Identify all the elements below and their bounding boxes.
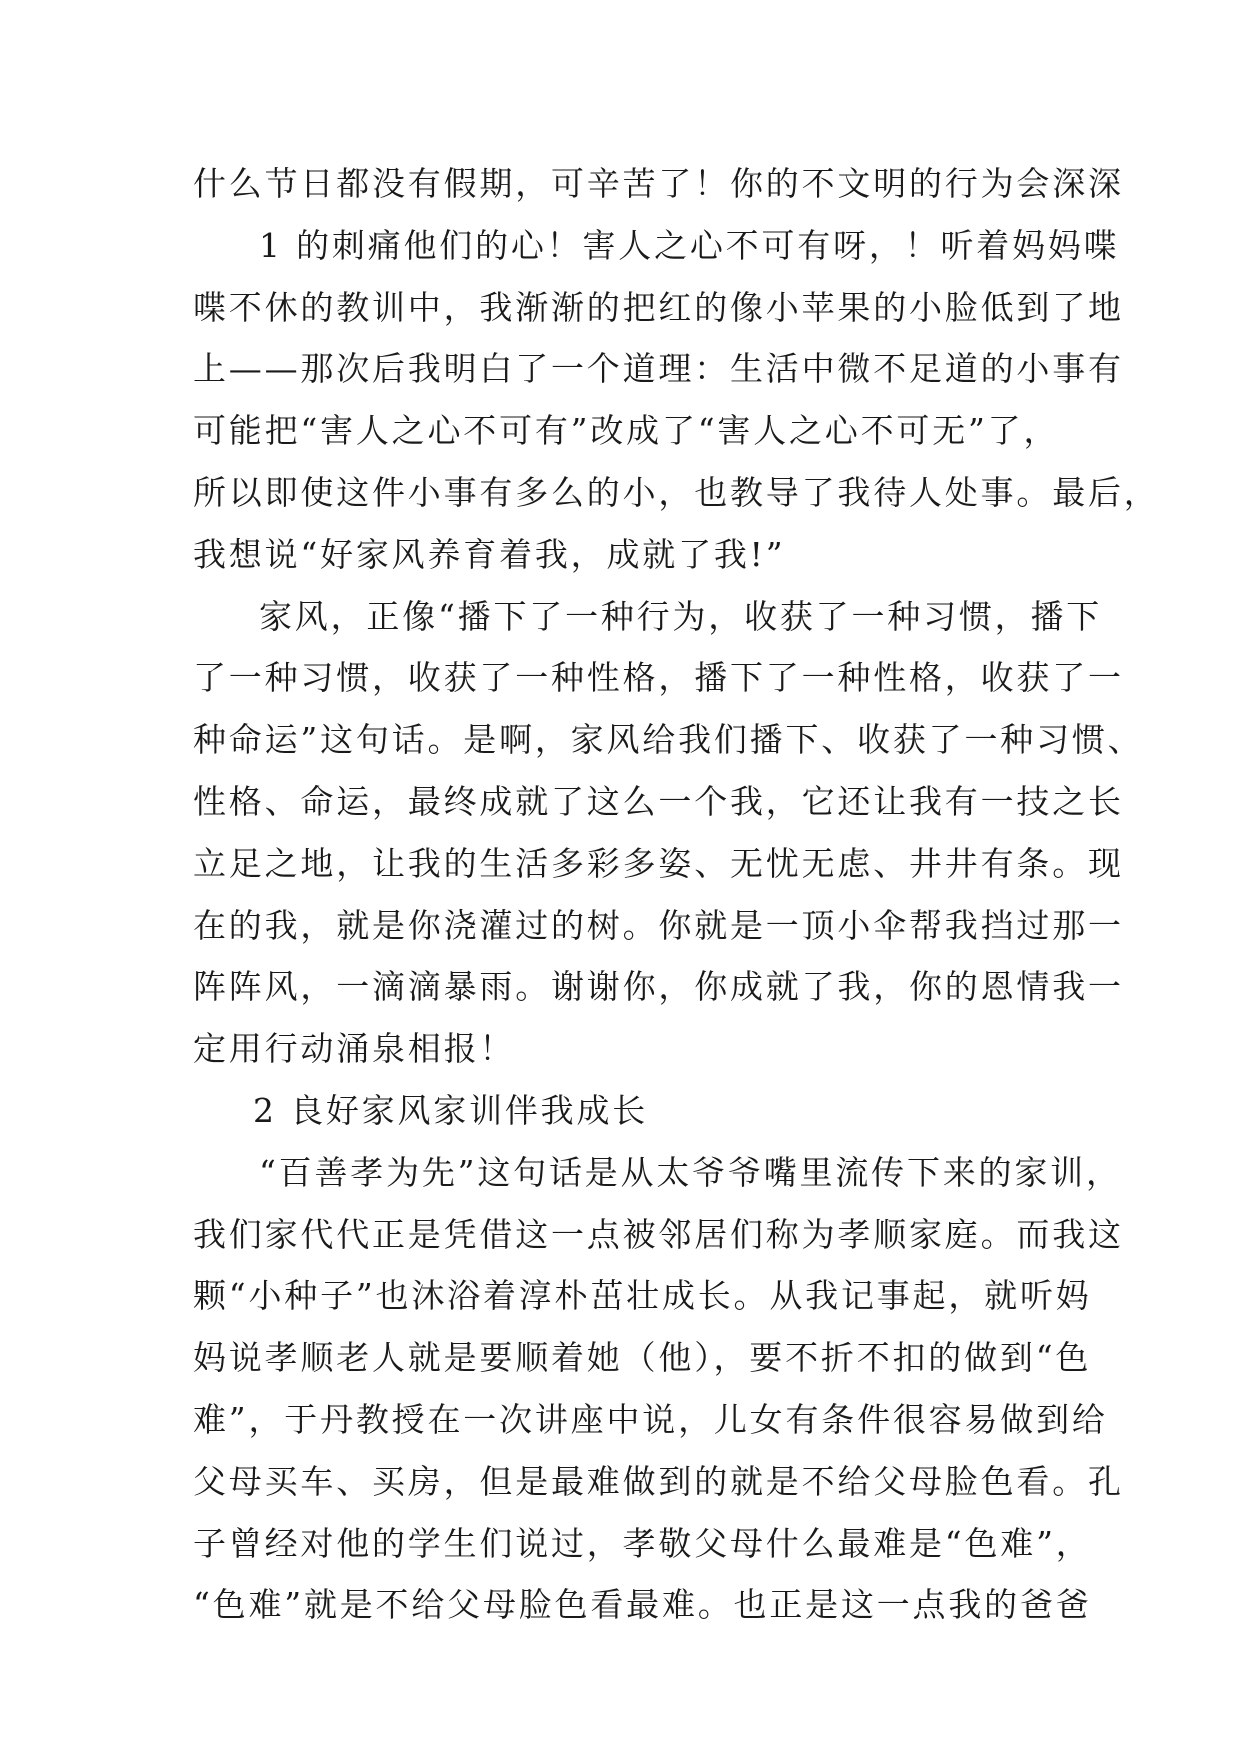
text-line: 立足之地，让我的生活多彩多姿、无忧无虑、井井有条。现 [193, 843, 1124, 883]
text-line: 我们家代代正是凭借这一点被邻居们称为孝顺家庭。而我这 [193, 1214, 1124, 1254]
text-line: 家风，正像“播下了一种行为，收获了一种习惯，播下 [259, 596, 1103, 636]
body-text [193, 153, 1160, 1636]
text-line: 我想说“好家风养育着我，成就了我!” [193, 534, 786, 574]
text-line: 难”，于丹教授在一次讲座中说，儿女有条件很容易做到给 [193, 1399, 1108, 1439]
text-line: “百善孝为先”这句话是从太爷爷嘴里流传下来的家训， [259, 1152, 1122, 1192]
text-line: 上——那次后我明白了一个道理：生活中微不足道的小事有 [193, 349, 1124, 389]
text-line: 性格、命运，最终成就了这么一个我，它还让我有一技之长 [193, 781, 1124, 821]
text-line: 颗“小种子”也沐浴着淳朴茁壮成长。从我记事起，就听妈 [193, 1276, 1092, 1316]
text-line: 所以即使这件小事有多么的小，也教导了我待人处事。最后， [193, 472, 1160, 512]
text-line: 1 的刺痛他们的心！害人之心不可有呀，！听着妈妈喋 [259, 225, 1120, 265]
text-line: 妈说孝顺老人就是要顺着她（他），要不折不扣的做到“色 [193, 1338, 1092, 1378]
section-heading: 2 良好家风家训伴我成长 [253, 1090, 649, 1130]
text-line: 子曾经对他的学生们说过，孝敬父母什么最难是“色难”， [193, 1523, 1092, 1563]
text-line: 喋不休的教训中，我渐渐的把红的像小苹果的小脸低到了地 [193, 287, 1124, 327]
text-line: 在的我，就是你浇灌过的树。你就是一顶小伞帮我挡过那一 [193, 905, 1124, 945]
text-line: 父母买车、买房，但是最难做到的就是不给父母脸色看。孔 [193, 1461, 1124, 1501]
text-line: 了一种习惯，收获了一种性格，播下了一种性格，收获了一 [193, 658, 1124, 698]
text-line: 种命运”这句话。是啊，家风给我们播下、收获了一种习惯、 [193, 720, 1144, 760]
text-line: 定用行动涌泉相报！ [193, 1029, 516, 1069]
text-line: “色难”就是不给父母脸色看最难。也正是这一点我的爸爸 [193, 1585, 1092, 1625]
text-line: 什么节日都没有假期，可辛苦了！你的不文明的行为会深深 [193, 164, 1124, 203]
text-line: 阵阵风，一滴滴暴雨。谢谢你，你成就了我，你的恩情我一 [193, 967, 1124, 1007]
text-line: 可能把“害人之心不可有”改成了“害人之心不可无”了， [193, 411, 1060, 451]
